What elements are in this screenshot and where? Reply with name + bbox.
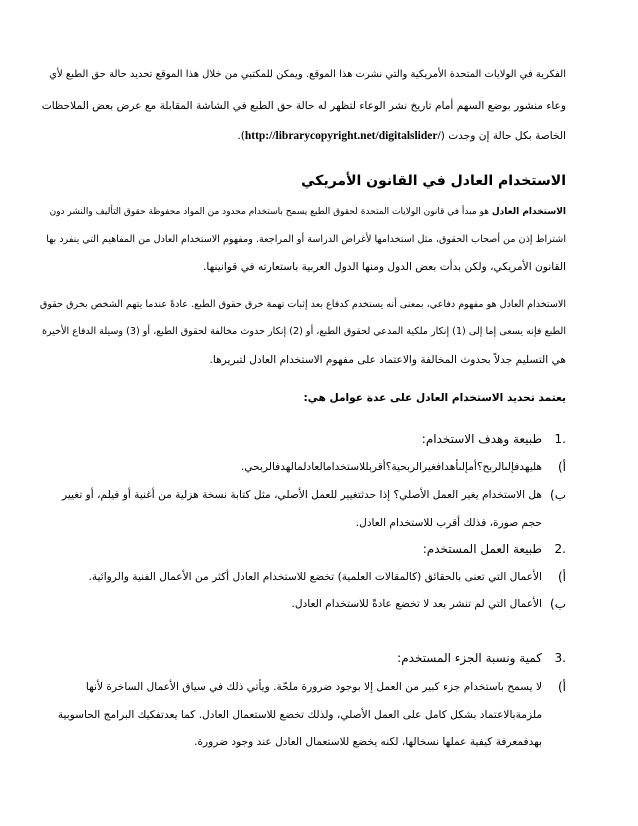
intro-line-3-start: الخاصة بكل حالة إن وجدت ( [440, 130, 566, 142]
para1-line-1 [50, 205, 566, 219]
item-text-continued: ملزمةبالاعتماد بشكل كامل على العمل الأصلي، ولذلك تخضع للاستعمال العادل. كما يعدتفكيك البرامج الحاسوبية [57, 709, 542, 721]
item-label: أ) [557, 680, 566, 694]
factor-number: 1. [554, 432, 566, 446]
source-link[interactable]: http://librarycopyright.net/digitalslider/ [244, 130, 441, 142]
para1-line-3: القانون الأمريكي، ولكن بدأت بعض الدول ومنها الدول العربية باستعارته في قوانينها. [203, 261, 566, 273]
intro-line-3 [237, 129, 566, 143]
intro-line-1: الفكرية في الولايات المتحدة الأمريكية والتي نشرت هذا الموقع. ويمكن للمكتبي من خلال هذا الموقع تحديد حالة حق الطبع لأي [49, 69, 566, 80]
item-text: هل الاستخدام يغير العمل الأصلي؟ إذا حدثتغيير للعمل الأصلي، مثل كتابة نسخة هزلية من أغنية أو فيلم، أو تغيير [62, 489, 542, 501]
para1-line-2: اشتراط إذن من أصحاب الحقوق، مثل استخدامها لأغراض الدراسة أو المراجعة. ومفهوم الاستخدام العادل من المفاهيم التي ينفرد بها [46, 234, 566, 245]
factor-number: 2. [554, 542, 566, 556]
para1-term: الاستخدام العادل [491, 207, 566, 217]
factor-title: كمية ونسبة الجزء المستخدم: [397, 651, 542, 665]
para2-line-3: هي التسليم جدلاً بحدوث المخالفة والاعتماد على مفهوم الاستخدام العادل لتبريرها. [209, 354, 566, 366]
intro-line-3-end: ). [237, 130, 245, 142]
factor-number: 3. [554, 651, 566, 665]
item-label: أ) [557, 460, 566, 474]
item-label: ب) [550, 488, 566, 502]
para1-line-1-rest: هو مبدأ في قانون الولايات المتحدة لحقوق الطبع يسمح باستخدام محدود من المواد محفوظة حقوق التأليف والنشر دون [49, 207, 492, 217]
para2-line-1: الاستخدام العادل هو مفهوم دفاعي، بمعنى أنه يستخدم كدفاع بعد إثبات تهمة خرق حقوق الطبع. عادةً عندما يتهم الشخص بخرق حقوق [39, 299, 566, 310]
para2-line-2: الطبع فإنه يسعى إما إلى (1) إنكار ملكية المدعي لحقوق الطبع، أو (2) إنكار حدوث مخالفة لحقوق الطبع، أو (3) وسيلة الدفاع الأخيرة [41, 326, 566, 337]
item-text: الأعمال التي لم تنشر بعد لا تخضع عادةً للاستخدام العادل. [291, 598, 542, 610]
factor-title: طبيعة العمل المستخدم: [422, 542, 542, 556]
item-text: لا يسمح باستخدام جزء كبير من العمل إلا بوجود ضرورة ملحّة. ويأتي ذلك في سياق الأعمال الساخرة لأنها [85, 681, 542, 693]
intro-line-2: وعاء منشور بوضع السهم أمام تاريخ نشر الوعاء لتظهر له حالة حق الطبع في الشاشة المقابلة مع عرض بعض الملاحظات [41, 100, 566, 112]
item-text-continued: بهدفمعرفة كيفية عملها نسخالها، لكنه يخضع للاستعمال العادل عند وجود ضرورة. [194, 736, 542, 748]
item-label: أ) [557, 570, 566, 584]
item-text: هليهدفإلىالربح؟أمإلىأهدافغيرالربحية؟أقربللاستخدامالعادلمالهدفالربحي. [240, 461, 542, 473]
section-heading: الاستخدام العادل في القانون الأمريكي [301, 173, 566, 189]
factors-heading: يعتمد تحديد الاستخدام العادل على عدة عوامل هي: [303, 392, 566, 404]
item-text: الأعمال التي تعنى بالحقائق (كالمقالات العلمية) تخضع للاستخدام العادل أكثر من الأعمال الفنية والروائية. [88, 571, 542, 583]
item-label: ب) [550, 597, 566, 611]
factor-title: طبيعة وهدف الاستخدام: [421, 432, 542, 446]
item-text-continued: حجم صورة، فذلك أقرب للاستخدام العادل. [355, 517, 542, 529]
